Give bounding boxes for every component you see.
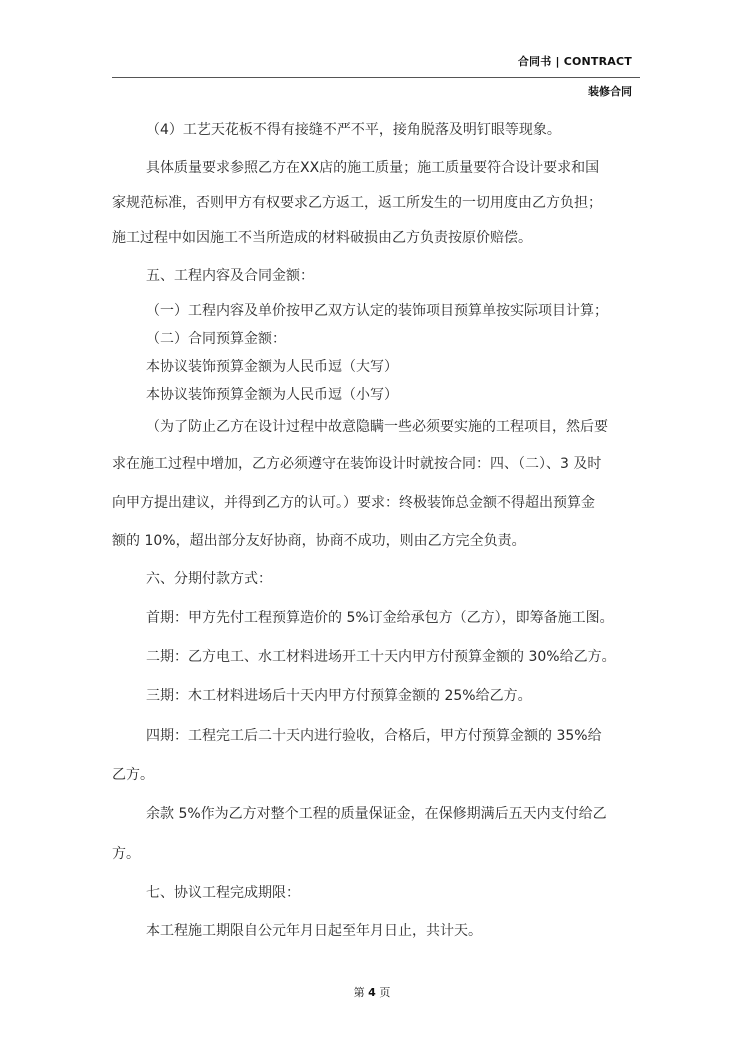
paragraph-line: （二）合同预算金额： xyxy=(146,331,286,347)
paragraph-line: 本协议装饰预算金额为人民币逗（小写） xyxy=(146,387,398,403)
page-footer xyxy=(0,984,744,1000)
paragraph-line: 向甲方提出建议，并得到乙方的认可。）要求：终极装饰总金额不得超出预算金 xyxy=(112,495,595,511)
paragraph-line: 施工过程中如因施工不当所造成的材料破损由乙方负责按原价赔偿。 xyxy=(112,230,532,246)
page-suffix: 页 xyxy=(379,986,391,999)
paragraph-line: 额的 10%，超出部分友好协商，协商不成功，则由乙方完全负责。 xyxy=(112,533,526,549)
paragraph-line: 具体质量要求参照乙方在XX店的施工质量；施工质量要符合设计要求和国 xyxy=(146,160,600,176)
section-heading: 六、分期付款方式： xyxy=(146,571,272,587)
section-heading: 五、工程内容及合同金额： xyxy=(146,268,314,284)
paragraph-line: 乙方。 xyxy=(112,767,154,783)
section-heading: 七、协议工程完成期限： xyxy=(146,885,300,901)
header-subtitle: 装修合同 xyxy=(588,85,632,98)
paragraph-line: （4）工艺天花板不得有接缝不严不平，接角脱落及明钉眼等现象。 xyxy=(146,122,561,138)
header-title: 合同书 | CONTRACT xyxy=(517,55,632,68)
paragraph-line: 二期：乙方电工、水工材料进场开工十天内甲方付预算金额的 30%给乙方。 xyxy=(146,649,616,665)
paragraph-line: 求在施工过程中增加，乙方必须遵守在装饰设计时就按合同：四、（二）、3 及时 xyxy=(112,456,602,472)
page-prefix: 第 xyxy=(353,986,365,999)
page-number: 4 xyxy=(368,986,376,999)
paragraph-line: 本工程施工期限自公元年月日起至年月日止，共计天。 xyxy=(146,923,482,939)
paragraph-line: 本协议装饰预算金额为人民币逗（大写） xyxy=(146,359,398,375)
paragraph-line: 方。 xyxy=(112,846,140,862)
paragraph-line: 首期：甲方先付工程预算造价的 5%订金给承包方（乙方），即筹备施工图。 xyxy=(146,610,614,626)
paragraph-line: 四期：工程完工后二十天内进行验收，合格后，甲方付预算金额的 35%给 xyxy=(146,728,602,744)
paragraph-line: （一）工程内容及单价按甲乙双方认定的装饰项目预算单按实际项目计算； xyxy=(146,303,608,319)
paragraph-line: 余款 5%作为乙方对整个工程的质量保证金，在保修期满后五天内支付给乙 xyxy=(146,806,607,822)
paragraph-line: 三期：木工材料进场后十天内甲方付预算金额的 25%给乙方。 xyxy=(146,688,532,704)
header-divider xyxy=(112,77,640,78)
paragraph-line: （为了防止乙方在设计过程中故意隐瞒一些必须要实施的工程项目，然后要 xyxy=(146,419,608,435)
paragraph-line: 家规范标准，否则甲方有权要求乙方返工，返工所发生的一切用度由乙方负担； xyxy=(112,195,602,211)
